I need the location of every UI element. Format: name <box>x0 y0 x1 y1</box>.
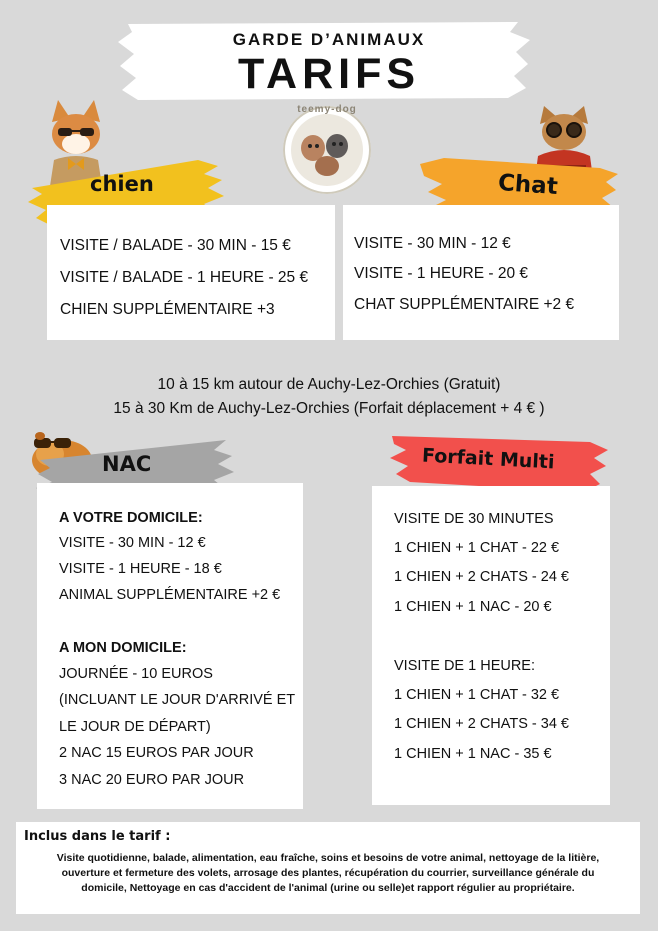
multi-line: 1 CHIEN + 1 NAC - 20 € <box>394 599 552 615</box>
nac-price-card <box>37 483 303 809</box>
chien-line: VISITE / BALADE - 30 MIN - 15 € <box>60 237 291 254</box>
included-text <box>20 851 636 896</box>
nac-line: 3 NAC 20 EURO PAR JOUR <box>59 772 245 788</box>
chien-line: VISITE / BALADE - 1 HEURE - 25 € <box>60 269 309 286</box>
included-services-box <box>16 822 640 914</box>
multi-line: 1 CHIEN + 2 CHATS - 34 € <box>394 716 569 732</box>
chien-label: chien <box>90 172 154 196</box>
nac-line: VISITE - 1 HEURE - 18 € <box>59 561 222 577</box>
multi-1h-title: VISITE DE 1 HEURE: <box>394 658 536 674</box>
included-line: ouverture et fermeture des volets, arrosage des plantes, récupération du courrier, surveillance générale du <box>61 867 595 879</box>
multi-30-title: VISITE DE 30 MINUTES <box>394 511 554 527</box>
chat-price-card <box>343 205 619 340</box>
chien-line: CHIEN SUPPLÉMENTAIRE +3 <box>60 301 275 318</box>
included-line: Visite quotidienne, balade, alimentation, eau fraîche, soins et besoins de votre animal, nettoyage de la litière, <box>56 852 600 864</box>
chat-line: VISITE - 1 HEURE - 20 € <box>354 265 528 282</box>
multi-label: Forfait Multi <box>421 444 555 474</box>
logo <box>283 106 371 194</box>
header-subtitle: GARDE D’ANIMAUX <box>232 30 426 49</box>
nac-line: 2 NAC 15 EUROS PAR JOUR <box>59 745 254 761</box>
chien-price-card <box>47 205 335 340</box>
nac-line: JOURNÉE - 10 EUROS <box>59 666 213 682</box>
nac-label: NAC <box>102 452 152 476</box>
logo-dogs-image <box>283 106 371 194</box>
chat-line: VISITE - 30 MIN - 12 € <box>354 235 511 252</box>
distance-free: 10 à 15 km autour de Auchy-Lez-Orchies (Gratuit) <box>157 376 501 393</box>
nac-line: LE JOUR DE DÉPART) <box>59 719 211 735</box>
multi-line: 1 CHIEN + 1 CHAT - 22 € <box>394 540 560 556</box>
page-title: TARIFS <box>237 50 421 98</box>
multi-line: 1 CHIEN + 1 NAC - 35 € <box>394 746 552 762</box>
nac-my-title: A MON DOMICILE: <box>59 640 187 656</box>
distance-fee: 15 à 30 Km de Auchy-Lez-Orchies (Forfait déplacement + 4 € ) <box>113 400 545 417</box>
nac-line: ANIMAL SUPPLÉMENTAIRE +2 € <box>59 587 281 603</box>
chat-label: Chat <box>497 169 559 201</box>
nac-line: (INCLUANT LE JOUR D'ARRIVÉ ET <box>59 692 296 708</box>
included-line: domicile, Nettoyage en cas d'accident de l'animal (urine ou selle)et rapport régulier au propriétaire. <box>81 882 575 894</box>
nac-line: VISITE - 30 MIN - 12 € <box>59 535 206 551</box>
chat-line: CHAT SUPPLÉMENTAIRE +2 € <box>354 296 575 313</box>
logo-text: teemy-dog <box>297 104 357 115</box>
multi-line: 1 CHIEN + 1 CHAT - 32 € <box>394 687 560 703</box>
included-title: Inclus dans le tarif : <box>24 829 171 844</box>
multi-line: 1 CHIEN + 2 CHATS - 24 € <box>394 569 569 585</box>
multi-price-card <box>372 486 610 805</box>
nac-home-title: A VOTRE DOMICILE: <box>59 510 203 526</box>
